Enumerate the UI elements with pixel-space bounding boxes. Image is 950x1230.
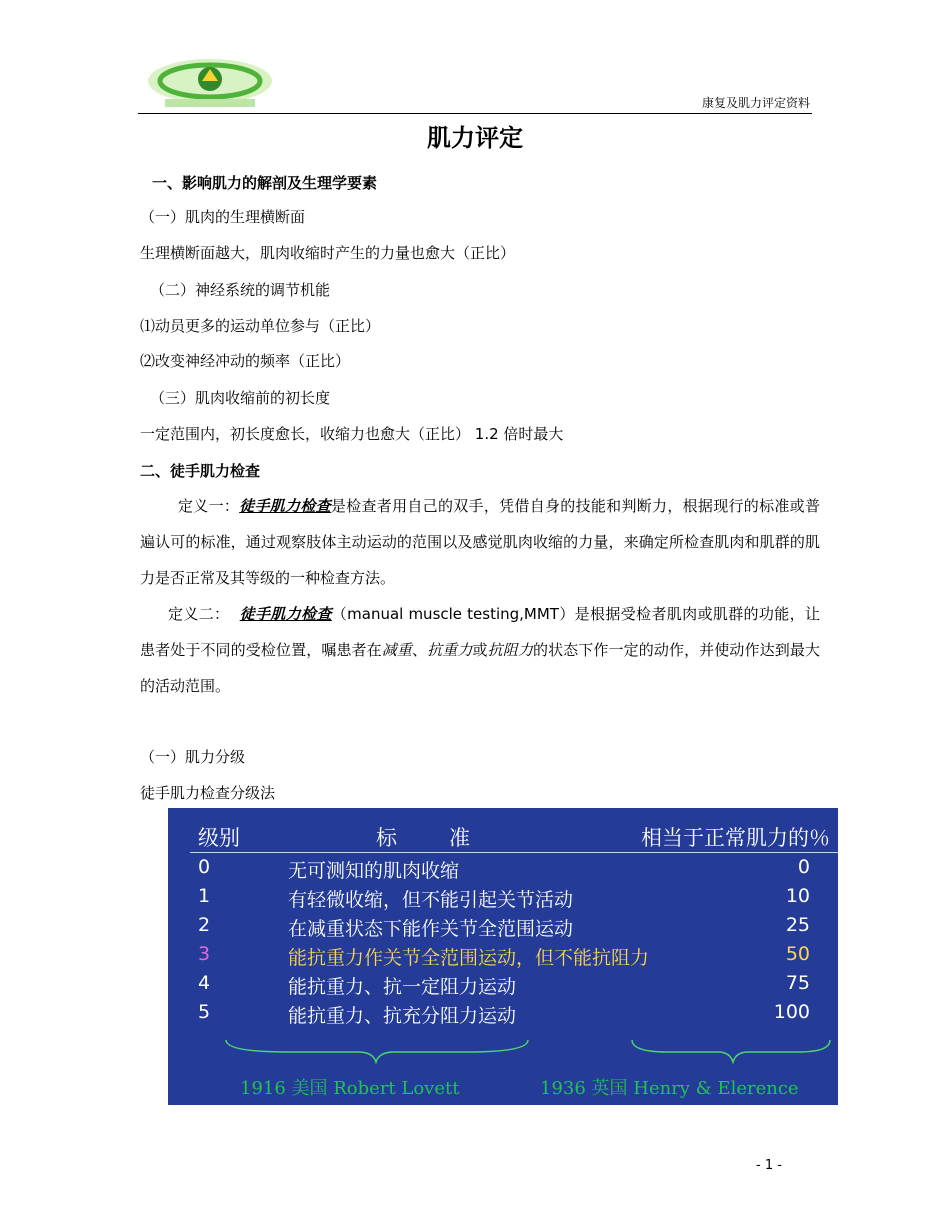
- row-level: 1: [198, 885, 211, 907]
- table-row-highlighted: [168, 943, 838, 971]
- header-divider: [138, 113, 812, 114]
- definition-1-term: 徒手肌力检查: [239, 497, 331, 515]
- header-standard: 标准: [376, 826, 522, 850]
- definition-2-sep-1: 、: [412, 641, 428, 659]
- grading-table: [168, 808, 838, 1105]
- definition-2-italic-3: 抗阻力: [487, 641, 533, 659]
- table-row: [168, 914, 838, 942]
- grouping-braces: [168, 1036, 838, 1066]
- definition-2-paragraph: [140, 596, 820, 704]
- header-divider: [190, 852, 838, 853]
- row-level: 0: [198, 856, 211, 878]
- row-standard: 能抗重力、抗充分阻力运动: [288, 1005, 517, 1027]
- row-percent: 100: [773, 1001, 810, 1023]
- row-standard: 无可测知的肌肉收缩: [288, 860, 460, 882]
- definition-2-text-b: 的状态下作一定的动作，并使动作达到最大的活动范围。: [140, 641, 820, 695]
- section-2-subheading-1: （一）肌力分级: [140, 748, 246, 766]
- section-1-subheading-3: （三）肌肉收缩前的初长度: [150, 389, 331, 407]
- page-number: - 1 -: [756, 1158, 782, 1173]
- row-standard: 在减重状态下能作关节全范围运动: [288, 918, 574, 940]
- definition-2-italic-1: 减重: [381, 641, 413, 659]
- section-1-subheading-2: （二）神经系统的调节机能: [150, 281, 331, 299]
- row-percent: 50: [785, 943, 810, 965]
- source-henry-elerence: 1936 英国 Henry & Elerence: [540, 1078, 799, 1099]
- section-1-item-1: ⑴动员更多的运动单位参与（正比）: [140, 317, 381, 335]
- section-2-text-1: 徒手肌力检查分级法: [140, 784, 276, 802]
- table-row: [168, 1001, 838, 1029]
- definition-2-label: 定义二：: [168, 605, 230, 623]
- row-level: 5: [198, 1001, 211, 1023]
- definition-2-term: 徒手肌力检查: [239, 605, 332, 623]
- header-percent: 相当于正常肌力的％: [641, 826, 830, 850]
- source-lovett: 1916 美国 Robert Lovett: [240, 1078, 460, 1099]
- definition-1-paragraph: [140, 488, 820, 596]
- definition-2-sep-2: 或: [472, 641, 488, 659]
- section-1-subheading-1: （一）肌肉的生理横断面: [140, 208, 306, 226]
- grading-table-header: [168, 822, 838, 850]
- row-percent: 75: [785, 972, 810, 994]
- page-title: 肌力评定: [427, 124, 523, 152]
- row-percent: 10: [785, 885, 810, 907]
- section-1-text-3: 一定范围内，初长度愈长，收缩力也愈大（正比） 1.2 倍时最大: [140, 425, 564, 443]
- row-level: 3: [198, 943, 211, 965]
- row-standard: 有轻微收缩，但不能引起关节活动: [288, 889, 574, 911]
- section-1-text-1: 生理横断面越大，肌肉收缩时产生的力量也愈大（正比）: [140, 244, 516, 262]
- definition-2-italic-2: 抗重力: [427, 641, 473, 659]
- table-row: [168, 972, 838, 1000]
- header-level: 级别: [198, 826, 240, 850]
- section-1-heading: 一、影响肌力的解剖及生理学要素: [152, 174, 378, 192]
- row-percent: 25: [785, 914, 810, 936]
- logo-icon: [145, 55, 275, 111]
- row-standard: 能抗重力、抗一定阻力运动: [288, 976, 517, 998]
- definition-2-text-a: （manual muscle testing,MMT）是根据受检者肌肉或肌群的功能，让患者处于不同的受检位置，嘱患者在: [140, 605, 820, 659]
- table-row: [168, 856, 838, 884]
- section-1-item-2: ⑵改变神经冲动的频率（正比）: [140, 352, 351, 370]
- table-row: [168, 885, 838, 913]
- row-standard: 能抗重力作关节全范围运动，但不能抗阻力: [288, 947, 650, 969]
- definition-1-label: 定义一：: [178, 497, 240, 515]
- definition-1-text: 是检查者用自己的双手，凭借自身的技能和判断力，根据现行的标准或普遍认可的标准，通过观察肢体主动运动的范围以及感觉肌肉收缩的力量，来确定所检查肌肉和肌群的肌力是否正常及其等级的一种检查方法。: [140, 497, 820, 587]
- row-level: 4: [198, 972, 211, 994]
- header-doc-label: 康复及肌力评定资料: [701, 96, 810, 110]
- row-level: 2: [198, 914, 211, 936]
- section-2-heading: 二、徒手肌力检查: [140, 462, 261, 480]
- row-percent: 0: [797, 856, 810, 878]
